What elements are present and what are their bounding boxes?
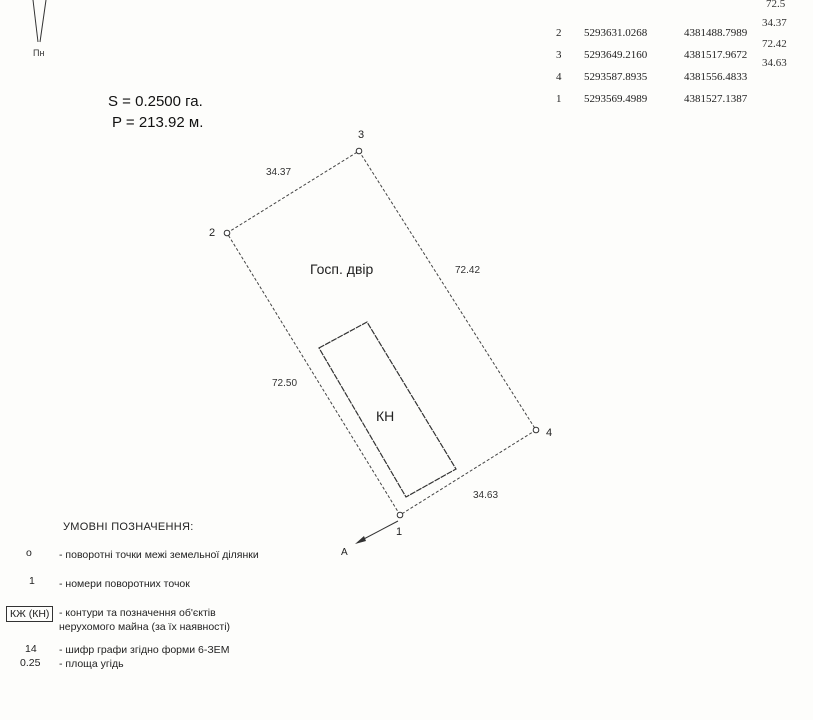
- point-label-2: 2: [209, 227, 216, 239]
- table-row: [552, 66, 784, 88]
- boundary-side-2-3: [227, 151, 359, 233]
- legend-text: - шифр графи згідно форми 6-ЗЕМ: [59, 644, 230, 656]
- turning-point-1: [397, 512, 403, 518]
- legend-text: - контури та позначення об'єктів нерухомого майна (за їх наявності): [59, 607, 231, 633]
- section-arrow-label: А: [341, 547, 348, 558]
- land-use-label: Госп. двір: [310, 261, 374, 277]
- perimeter-value: P = 213.92 м.: [112, 114, 204, 131]
- coord-x: 5293569.4989: [584, 93, 648, 105]
- area-value: S = 0.2500 га.: [108, 93, 203, 110]
- coord-x: 5293587.8935: [584, 71, 648, 83]
- point-label-1: 1: [396, 526, 403, 538]
- side-length-2-3: 34.37: [266, 167, 292, 178]
- table-row: [552, 0, 784, 22]
- point-number: 1: [556, 93, 562, 105]
- table-side-length: 34.37: [762, 17, 787, 29]
- coord-y: 4381488.7989: [684, 27, 748, 39]
- side-length-1-2: 72.50: [272, 378, 298, 389]
- coord-y: 4381556.4833: [684, 71, 748, 83]
- north-arrow-icon: [33, 0, 46, 42]
- building-label: КН: [376, 408, 395, 424]
- coord-x: 5293649.2160: [584, 49, 648, 61]
- table-side-length: 72.5: [766, 0, 786, 10]
- turning-point-3: [356, 148, 362, 154]
- column-code-symbol: 14: [25, 643, 37, 655]
- coord-x: 5293631.0268: [584, 27, 648, 39]
- point-number: 2: [556, 27, 562, 39]
- coordinates-table: [552, 0, 784, 110]
- coord-y: 4381517.9672: [684, 49, 748, 61]
- table-row: [552, 22, 784, 44]
- legend-text: - поворотні точки межі земельної ділянки: [59, 549, 259, 561]
- side-length-3-4: 72.42: [455, 265, 481, 276]
- building-symbol: КЖ (КН): [6, 606, 53, 622]
- table-side-length: 34.63: [762, 57, 787, 69]
- table-row: [552, 88, 784, 110]
- table-side-length: 72.42: [762, 38, 787, 50]
- area-summary: [108, 91, 203, 133]
- turning-point-2: [224, 230, 230, 236]
- legend-title: УМОВНІ ПОЗНАЧЕННЯ:: [63, 521, 194, 533]
- point-number-symbol: 1: [29, 575, 35, 587]
- point-number: 3: [556, 49, 562, 61]
- point-label-3: 3: [358, 129, 365, 141]
- coord-y: 4381527.1387: [684, 93, 748, 105]
- section-arrow-icon: [355, 521, 398, 544]
- land-area-symbol: 0.25: [20, 657, 41, 669]
- turning-point-symbol: o: [26, 547, 32, 559]
- legend-text: - номери поворотних точок: [59, 578, 190, 590]
- turning-point-4: [533, 427, 539, 433]
- boundary-side-4-1: [400, 430, 536, 515]
- point-number: 4: [556, 71, 562, 83]
- boundary-side-3-4: [359, 151, 536, 430]
- legend-text: - площа угідь: [59, 658, 124, 670]
- north-label: Пн: [33, 48, 45, 58]
- point-label-4: 4: [546, 427, 553, 439]
- side-length-4-1: 34.63: [473, 490, 499, 501]
- table-row: [552, 44, 784, 66]
